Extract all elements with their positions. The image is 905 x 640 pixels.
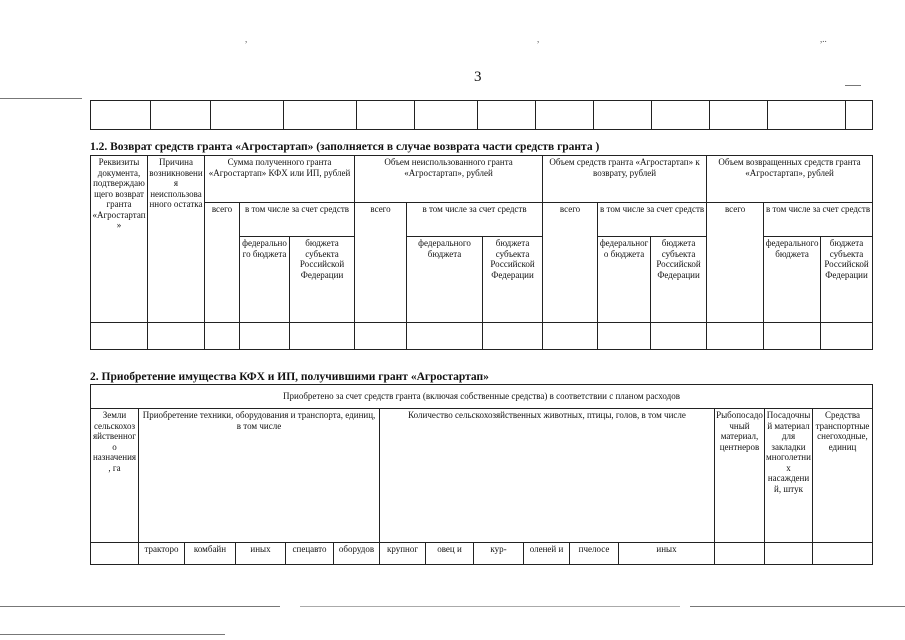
equipment-sub: спецавто: [286, 543, 334, 565]
header-mark: ,..: [820, 34, 827, 44]
animal-sub: пчелосе: [570, 543, 619, 565]
funded-header: Приобретено за счет средств гранта (включая собственные средства) в соответствии с планом расходов: [91, 385, 873, 409]
federal-budget: федерального бюджета: [598, 237, 651, 323]
header-mark: ,: [245, 34, 248, 44]
incl-funds: в том числе за счет средств: [764, 203, 873, 237]
col-planting: Посадочный материал для закладки многолетних насаждений, штук: [765, 409, 813, 543]
animal-sub: крупног: [380, 543, 426, 565]
col-animals: Количество сельскохозяйственных животных, птицы, голов, в том числе: [380, 409, 715, 543]
col-land: Земли сельскохозяйственного назначения, га: [91, 409, 139, 543]
section-2-title: 2. Приобретение имущества КФХ и ИП, получившими грант «Агростартап»: [90, 371, 489, 383]
equipment-sub: оборудов: [334, 543, 380, 565]
previous-table-remnant: [90, 100, 873, 130]
incl-funds: в том числе за счет средств: [240, 203, 355, 237]
equipment-sub: комбайн: [185, 543, 236, 565]
federal-budget: федерального бюджета: [764, 237, 821, 323]
section-1-2-title: 1.2. Возврат средств гранта «Агростартап» (заполняется в случае возврата части средств гранта ): [90, 141, 600, 153]
animal-sub: кур-: [474, 543, 524, 565]
col-requisites: Реквизиты документа, подтверждающего возврат гранта «Агростартап»: [91, 156, 148, 323]
regional-budget: бюджета субъекта Российской Федерации: [651, 237, 707, 323]
animal-sub: иных: [619, 543, 715, 565]
total: всего: [205, 203, 240, 323]
regional-budget: бюджета субъекта Российской Федерации: [290, 237, 355, 323]
federal-budget: федерального бюджета: [240, 237, 290, 323]
equipment-sub: тракторо: [139, 543, 185, 565]
col-fish: Рыбопосадочный материал, центнеров: [715, 409, 765, 543]
incl-funds: в том числе за счет средств: [407, 203, 543, 237]
grant-return-table: [90, 155, 873, 350]
animal-sub: овец и: [426, 543, 474, 565]
regional-budget: бюджета субъекта Российской Федерации: [821, 237, 873, 323]
group-returned: Объем возвращенных средств гранта «Агростартап», рублей: [707, 156, 873, 203]
group-to-return: Объем средств гранта «Агростартап» к возврату, рублей: [543, 156, 707, 203]
equipment-sub: иных: [236, 543, 286, 565]
incl-funds: в том числе за счет средств: [598, 203, 707, 237]
total: всего: [707, 203, 764, 323]
animal-sub: оленей и: [524, 543, 570, 565]
col-equipment: Приобретение техники, оборудования и транспорта, единиц, в том числе: [139, 409, 380, 543]
col-reason: Причина возникновения неиспользованного остатка: [148, 156, 205, 323]
federal-budget: федерального бюджета: [407, 237, 483, 323]
group-unused: Объем неиспользованного гранта «Агростартап», рублей: [355, 156, 543, 203]
property-acquisition-table: [90, 384, 873, 565]
group-received: Сумма полученного гранта «Агростартап» КФХ или ИП, рублей: [205, 156, 355, 203]
total: всего: [543, 203, 598, 323]
page-number: 3: [474, 69, 482, 85]
header-mark: ,: [537, 34, 540, 44]
total: всего: [355, 203, 407, 323]
regional-budget: бюджета субъекта Российской Федерации: [483, 237, 543, 323]
col-snow: Средства транспортные снегоходные, единиц: [813, 409, 873, 543]
